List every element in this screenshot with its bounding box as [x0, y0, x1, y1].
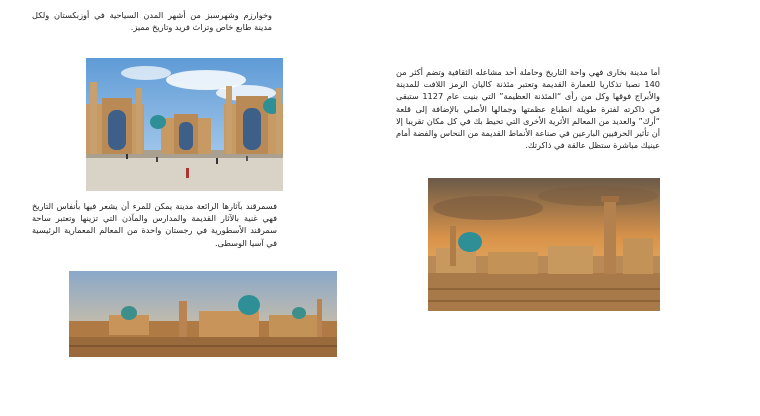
samarkand-photo — [69, 271, 337, 357]
bukhara-photo — [428, 178, 660, 311]
registan-photo — [86, 58, 283, 191]
khwarezm-paragraph: وخوارزم وشهرسبز من أشهر المدن السياحية في أوزبكستان ولكل مدينة طابع خاص وتراث فريد وتاريخ مميز. — [32, 10, 272, 33]
bukhara-paragraph: أما مدينة بخارى فهي واحة التاريخ وحاملة أحد مشاعله الثقافية وتضم أكثر من 140 نصبا تذكاريا للعمارة القديمة وتعتبر مئذنة كاليان الرمز اللافت للمدينة والأبراج فوقها وكل من رأى “المئذنة العظيمة” التي بنيت عام 1127 ستبقى في ذاكرته لفترة طويلة انطباع عظمتها وجمالها الأصلي بالإضافة إلى قلعة “أرك” والعديد من المعالم الأثرية الأخرى التي تحيط بك في كل مكان تقريبا إلا أن تأثير الحرفيين البارعين في صناعة الأنماط القديمة من النحاس والفضة أمام عينيك مباشرة ستظل عالقة في ذاكرتك. — [396, 67, 660, 151]
samarkand-paragraph: فسمرقند بآثارها الرائعة مدينة يمكن للمرء أن يشعر فيها بأنفاس التاريخ فهي غنية بالآثار القديمة والمدارس والمآذن التي تزينها وتعتبر ساحة سمرقند الأسطورية في رجستان واحدة من المعالم المعمارية الرئيسية في آسيا الوسطى. — [32, 201, 277, 248]
